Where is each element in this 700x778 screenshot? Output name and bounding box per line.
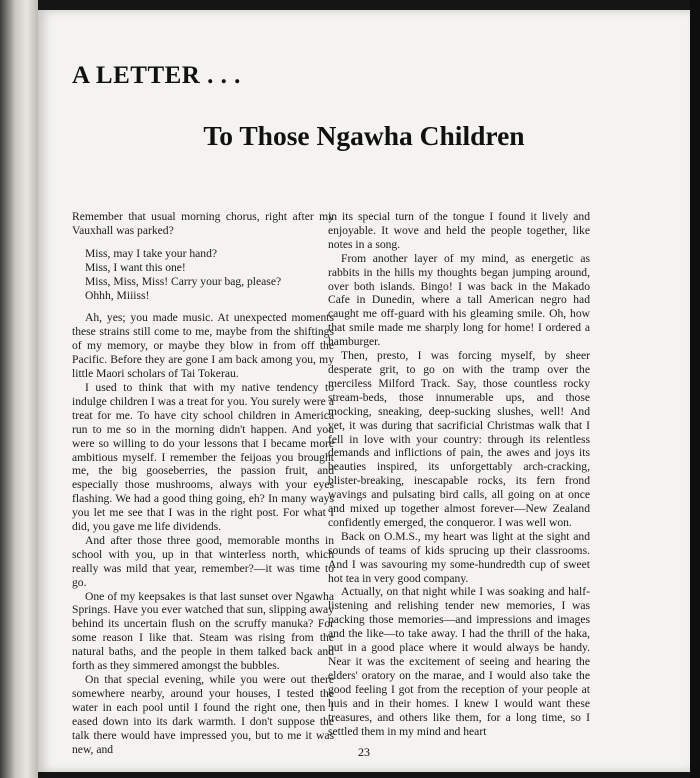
- verse-line: Miss, I want this one!: [85, 260, 186, 274]
- body-paragraph: Actually, on that night while I was soaking and half-listening and relishing tender new memories, I was packing those memories—and impressions and images and the like—to take away. I had the thrill of the haka, put in a good place where it would always be handy. Near it was the excitement of seeing and hearing the elders' oratory on the marae, and I would also take the good feeling I got from the reception of your people at huis and in their homes. I knew I would want these treasures, and others like them, for a long time, so I settled them in my mind and heart: [328, 585, 590, 738]
- right-column: [328, 210, 590, 738]
- scan-border: [690, 0, 700, 778]
- body-paragraph: From another layer of my mind, as energetic as rabbits in the hills my thoughts began jumping around, over both islands. Bingo! I was back in the Makado Cafe in Dunedin, where a tall American negro had caught me off-guard with his gleaming smile. Oh, how that smile made me sharply long for home! I ordered a hamburger.: [328, 251, 590, 349]
- body-paragraph: One of my keepsakes is that last sunset over Ngawha Springs. Have you ever watched that sun, slipping away behind its uncertain flush on the scruffy manuka? For some reason I like that. Steam was rising from the natural baths, and the people in them talked back and forth as they simmered amongst the bubbles.: [72, 589, 334, 673]
- intro-paragraph: Remember that usual morning chorus, right after my Vauxhall was parked?: [72, 210, 334, 237]
- left-column: [72, 210, 334, 756]
- body-paragraph: Back on O.M.S., my heart was light at the sight and sounds of teams of kids sprucing up their classrooms. And I was savouring my some-hundredth cup of sweet hot tea in very good company.: [328, 529, 590, 585]
- continued-paragraph: in its special turn of the tongue I found it lively and enjoyable. It wove and held the people together, like notes in a song.: [328, 210, 590, 251]
- article-kicker: A LETTER . . .: [72, 62, 241, 89]
- verse-line: Miss, may I take your hand?: [85, 246, 218, 260]
- body-paragraph: Then, presto, I was forcing myself, by sheer desperate grit, to go on with the tramp over the merciless Milford Track. Say, those countless rocky stream-beds, those innumerable ups, and those mocking, sneaking, deep-sucking slushes, well! And yet, it was during that sacrificial Christmas walk that I fell in love with your country: through its relentless demands and inflictions of pain, the awes and joys its beauties inspired, its unforgettably arch-cracking, blister-breaking, inescapable rocks, its fern frond wavings and pulsating bird calls, all going on at once and mixed up together almost forever—New Zealand confidently emerged, the conqueror. I was well won.: [328, 349, 590, 529]
- verse-line: Miss, Miss, Miss! Carry your bag, please?: [85, 274, 282, 288]
- body-paragraph: And after those three good, memorable months in school with you, up in that winterless north, which really was mild that year, remember?—it was time to go.: [72, 533, 334, 589]
- children-chorus-verse: [72, 247, 334, 303]
- article-title: To Those Ngawha Children: [203, 120, 525, 151]
- verse-line: Ohhh, Miiiss!: [85, 288, 150, 302]
- book-spine: [0, 0, 38, 778]
- page-number: 23: [358, 745, 370, 759]
- magazine-page: [38, 10, 690, 772]
- body-paragraph: On that special evening, while you were out there somewhere nearby, around your houses, I tested the water in each pool until I found the right one, then I eased down into its dark warmth. I don't suppose the talk there would have impressed you, but to me it was new, and: [72, 673, 334, 756]
- body-paragraph: Ah, yes; you made music. At unexpected moments these strains still come to me, maybe from the shiftings of my memory, or maybe they blow in from off the Pacific. Before they are gone I am back among you, my little Maori scholars of Tai Tokerau.: [72, 311, 334, 381]
- body-paragraph: I used to think that with my native tendency to indulge children I was a treat for you. You surely were a treat for me. To have city school children in America run to me so in the morning didn't happen. And you were so willing to do your lessons that I became more ambitious myself. I remember the feijoas you brought me, the big gooseberries, the passion fruit, and especially those mushrooms, always with your eyes flashing. We had a good thing going, eh? In many ways you let me see that I was in the right post. For what I did, you gave me life dividends.: [72, 380, 334, 534]
